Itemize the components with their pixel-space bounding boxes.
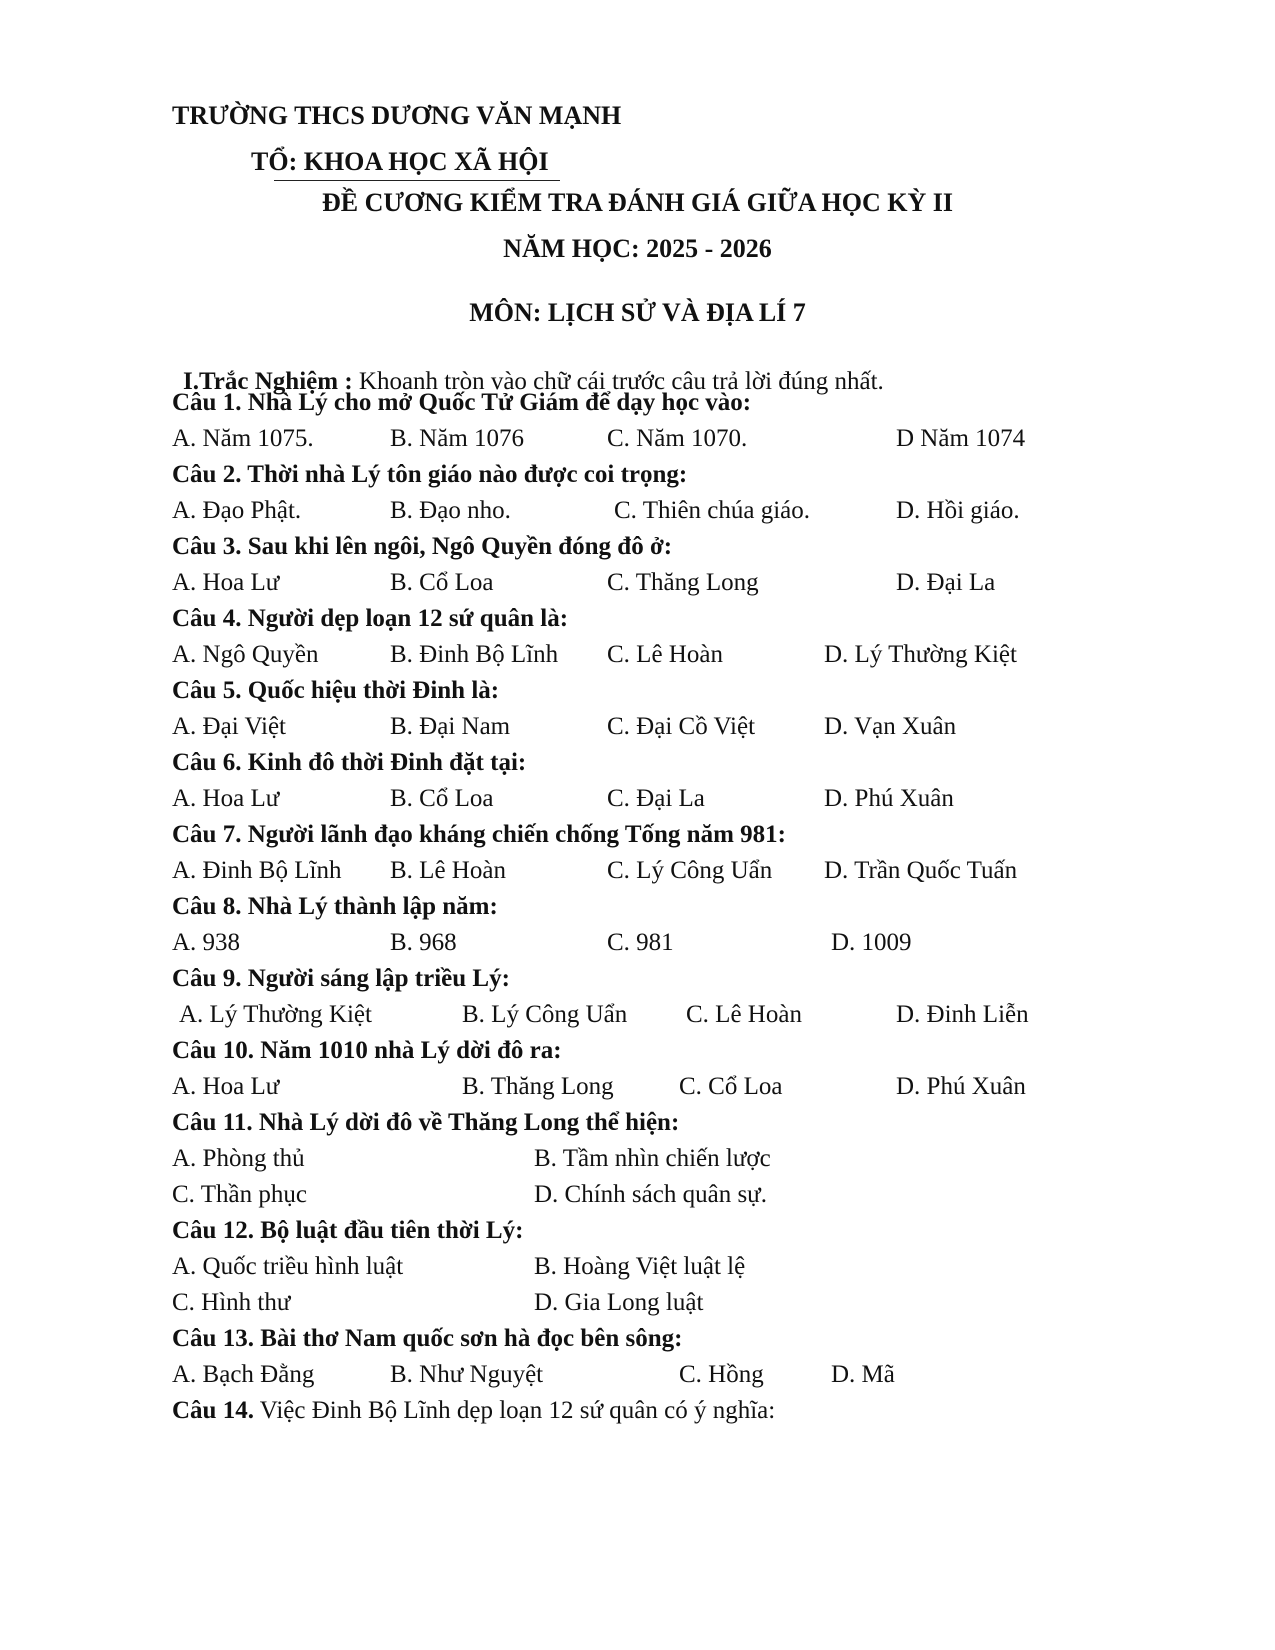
question-text: Thời nhà Lý tôn giáo nào được coi trọng:	[241, 461, 688, 488]
question-2	[172, 460, 687, 490]
question-text: Người dẹp loạn 12 sứ quân là:	[241, 605, 569, 632]
option-c[interactable]: C. Thăng Long	[607, 569, 759, 596]
option-b[interactable]: B. Đại Nam	[390, 713, 511, 740]
question-11	[172, 1108, 679, 1138]
option-c[interactable]: C. Thiên chúa giáo.	[614, 497, 811, 524]
question-text: Nhà Lý thành lập năm:	[241, 893, 498, 920]
option-c[interactable]: C. Cổ Loa	[679, 1073, 783, 1100]
option-b[interactable]: B. Cổ Loa	[390, 785, 494, 812]
option-c[interactable]: C. Hồng	[679, 1361, 764, 1388]
question-4	[172, 604, 568, 634]
question-6	[172, 748, 526, 778]
option-d[interactable]: D. Phú Xuân	[896, 1073, 1026, 1100]
school-name: TRƯỜNG THCS DƯƠNG VĂN MẠNH	[172, 101, 622, 130]
question-number: Câu 2.	[172, 461, 242, 488]
question-1	[172, 388, 751, 418]
option-c[interactable]: C. Đại La	[607, 785, 705, 812]
question-number: Câu 4.	[172, 605, 242, 632]
option-a[interactable]: A. Bạch Đằng	[172, 1361, 315, 1388]
option-a[interactable]: A. Ngô Quyền	[172, 641, 319, 668]
option-b[interactable]: B. Tầm nhìn chiến lược	[534, 1145, 771, 1172]
option-c[interactable]: C. Năm 1070.	[607, 425, 748, 452]
option-b[interactable]: B. Như Nguyệt	[390, 1361, 544, 1388]
question-number: Câu 12.	[172, 1217, 254, 1244]
question-number: Câu 14.	[172, 1397, 254, 1424]
option-a[interactable]: A. Lý Thường Kiệt	[179, 1001, 372, 1028]
question-text: Việc Đinh Bộ Lĩnh dẹp loạn 12 sứ quân có ý nghĩa:	[253, 1397, 776, 1424]
option-b[interactable]: B. 968	[390, 929, 457, 956]
option-c[interactable]: C. Lê Hoàn	[686, 1001, 802, 1028]
question-number: Câu 3.	[172, 533, 242, 560]
document-title: ĐỀ CƯƠNG KIỂM TRA ĐÁNH GIÁ GIỮA HỌC KỲ II	[321, 188, 954, 217]
option-b[interactable]: B. Năm 1076	[390, 425, 525, 452]
option-d[interactable]: D. Đại La	[896, 569, 996, 596]
option-d[interactable]: D. Chính sách quân sự.	[534, 1181, 767, 1208]
question-9	[172, 964, 510, 994]
option-d[interactable]: D. Trần Quốc Tuấn	[824, 857, 1018, 884]
option-a[interactable]: A. Phòng thủ	[172, 1145, 305, 1172]
question-number: Câu 11.	[172, 1109, 253, 1136]
question-number: Câu 6.	[172, 749, 242, 776]
option-c[interactable]: C. Lý Công Uẩn	[607, 857, 773, 884]
question-text: Quốc hiệu thời Đinh là:	[241, 677, 500, 704]
question-text: Kinh đô thời Đinh đặt tại:	[241, 749, 527, 776]
option-c[interactable]: C. Thần phục	[172, 1181, 307, 1208]
question-number: Câu 7.	[172, 821, 242, 848]
question-text: Người sáng lập triều Lý:	[241, 965, 510, 992]
option-b[interactable]: B. Đinh Bộ Lĩnh	[390, 641, 559, 668]
question-12	[172, 1216, 523, 1246]
option-b[interactable]: B. Thăng Long	[462, 1073, 614, 1100]
question-number: Câu 5.	[172, 677, 242, 704]
question-7	[172, 820, 786, 850]
section-instruction: Khoanh tròn vào chữ cái trước câu trả lời đúng nhất.	[352, 368, 884, 395]
question-number: Câu 1	[172, 389, 236, 416]
question-text: Năm 1010 nhà Lý dời đô ra:	[253, 1037, 562, 1064]
option-d[interactable]: D. Hồi giáo.	[896, 497, 1020, 524]
question-text: Nhà Lý dời đô về Thăng Long thể hiện:	[252, 1109, 680, 1136]
question-5	[172, 676, 499, 706]
option-a[interactable]: A. Đại Việt	[172, 713, 286, 740]
question-3	[172, 532, 672, 562]
option-a[interactable]: A. 938	[172, 929, 241, 956]
option-a[interactable]: A. Hoa Lư	[172, 1073, 280, 1100]
option-d[interactable]: D. Gia Long luật	[534, 1289, 704, 1316]
option-d[interactable]: D. Đinh Liễn	[896, 1001, 1029, 1028]
subject: MÔN: LỊCH SỬ VÀ ĐỊA LÍ 7	[469, 298, 806, 327]
option-c[interactable]: C. Lê Hoàn	[607, 641, 723, 668]
option-d[interactable]: D Năm 1074	[896, 425, 1026, 452]
department-name: KHOA HỌC XÃ HỘI	[303, 147, 549, 176]
section-label: I.Trắc Nghiệm :	[183, 368, 353, 395]
question-number: Câu 10.	[172, 1037, 254, 1064]
question-14	[172, 1396, 775, 1426]
option-c[interactable]: C. Hình thư	[172, 1289, 291, 1316]
option-a[interactable]: A. Hoa Lư	[172, 785, 280, 812]
question-number: Câu 13.	[172, 1325, 254, 1352]
option-a[interactable]: A. Quốc triều hình luật	[172, 1253, 404, 1280]
question-text: Bộ luật đầu tiên thời Lý:	[253, 1217, 524, 1244]
option-d[interactable]: D. Lý Thường Kiệt	[824, 641, 1017, 668]
question-number: Câu 9.	[172, 965, 242, 992]
option-b[interactable]: B. Đạo nho.	[390, 497, 511, 524]
option-b[interactable]: B. Lý Công Uẩn	[462, 1001, 628, 1028]
question-text: . Nhà Lý cho mở Quốc Tử Giám để dạy học vào:	[235, 389, 752, 416]
option-a[interactable]: A. Đạo Phật.	[172, 497, 302, 524]
option-a[interactable]: A. Hoa Lư	[172, 569, 280, 596]
option-d[interactable]: D. Vạn Xuân	[824, 713, 957, 740]
question-number: Câu 8.	[172, 893, 242, 920]
option-d[interactable]: D. 1009	[831, 929, 912, 956]
option-a[interactable]: A. Đinh Bộ Lĩnh	[172, 857, 342, 884]
option-b[interactable]: B. Lê Hoàn	[390, 857, 506, 884]
option-a[interactable]: A. Năm 1075.	[172, 425, 314, 452]
option-d[interactable]: D. Phú Xuân	[824, 785, 954, 812]
question-text: Người lãnh đạo kháng chiến chống Tống năm 981:	[241, 821, 786, 848]
question-text: Bài thơ Nam quốc sơn hà đọc bên sông:	[253, 1325, 683, 1352]
department-prefix: TỔ:	[251, 147, 304, 176]
option-b[interactable]: B. Cổ Loa	[390, 569, 494, 596]
option-d[interactable]: D. Mã	[831, 1361, 895, 1388]
option-c[interactable]: C. 981	[607, 929, 674, 956]
question-10	[172, 1036, 562, 1066]
question-8	[172, 892, 498, 922]
department	[251, 147, 549, 177]
option-b[interactable]: B. Hoàng Việt luật lệ	[534, 1253, 746, 1280]
school-year: NĂM HỌC: 2025 - 2026	[503, 234, 772, 263]
option-c[interactable]: C. Đại Cồ Việt	[607, 713, 756, 740]
department-underline	[274, 180, 560, 181]
question-13	[172, 1324, 682, 1354]
question-text: Sau khi lên ngôi, Ngô Quyền đóng đô ở:	[241, 533, 673, 560]
